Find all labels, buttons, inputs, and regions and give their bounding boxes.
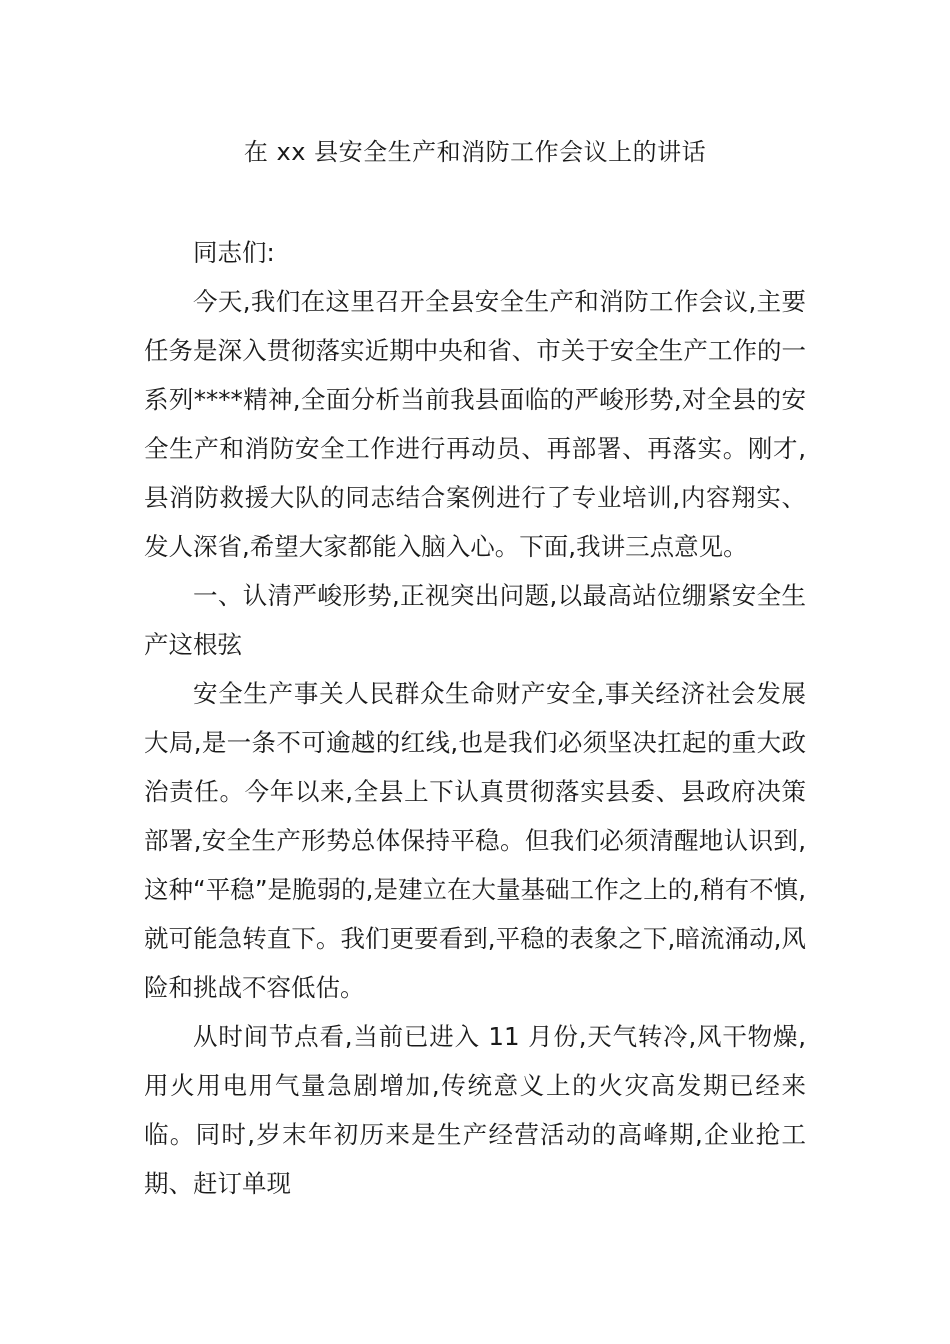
document-body — [144, 228, 806, 1208]
document-title: 在 xx 县安全生产和消防工作会议上的讲话 — [243, 138, 707, 166]
section-heading-1: 一、认清严峻形势,正视突出问题,以最高站位绷紧安全生产这根弦 — [144, 581, 806, 659]
body-paragraph: 从时间节点看,当前已进入 11 月份,天气转冷,风干物燥,用火用电用气量急剧增加,传统意义上的火灾高发期已经来临。同时,岁末年初历来是生产经营活动的高峰期,企业抢工期、赶订单现 — [144, 1022, 806, 1198]
body-paragraph: 安全生产事关人民群众生命财产安全,事关经济社会发展大局,是一条不可逾越的红线,也是我们必须坚决扛起的重大政治责任。今年以来,全县上下认真贯彻落实县委、县政府决策部署,安全生产形势总体保持平稳。但我们必须清醒地认识到,这种“平稳”是脆弱的,是建立在大量基础工作之上的,稍有不慎,就可能急转直下。我们更要看到,平稳的表象之下,暗流涌动,风险和挑战不容低估。 — [144, 679, 806, 1002]
salutation-paragraph: 同志们: — [193, 238, 275, 267]
opening-paragraph: 今天,我们在这里召开全县安全生产和消防工作会议,主要任务是深入贯彻落实近期中央和省、市关于安全生产工作的一系列****精神,全面分析当前我县面临的严峻形势,对全县的安全生产和消防安全工作进行再动员、再部署、再落实。刚才,县消防救援大队的同志结合案例进行了专业培训,内容翔实、发人深省,希望大家都能入脑入心。下面,我讲三点意见。 — [144, 287, 806, 561]
